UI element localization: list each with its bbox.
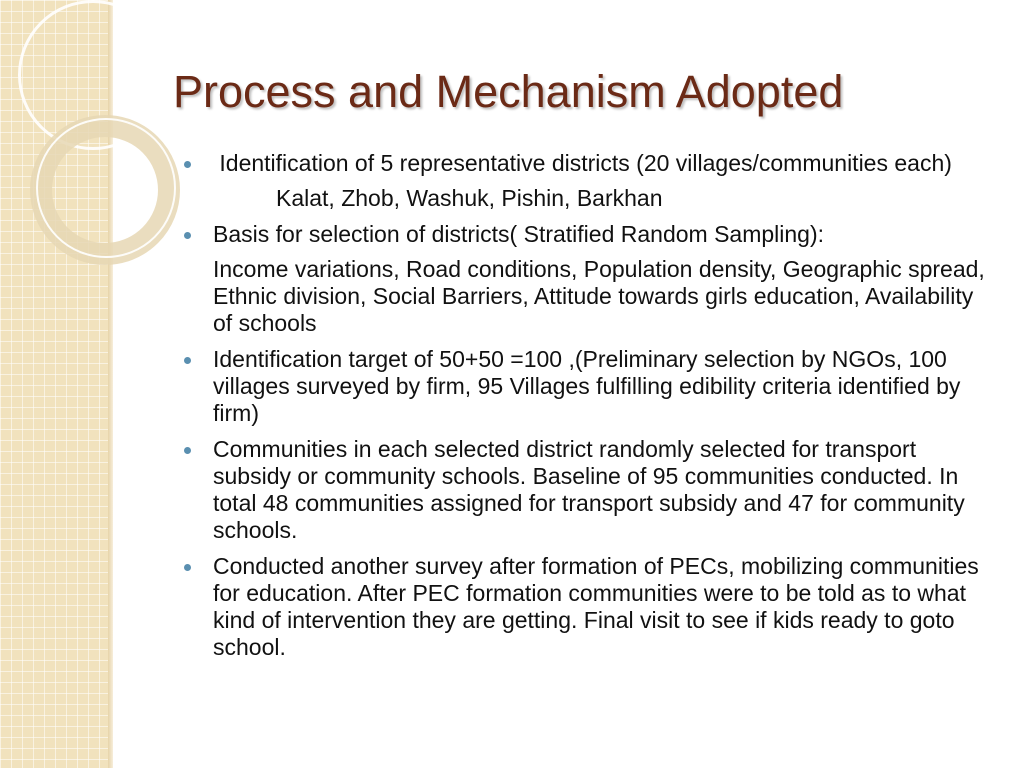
bullet-dot-icon [184,564,191,571]
bullet-item [184,346,992,427]
decorative-ring-icon [36,118,176,258]
bullet-dot-icon [184,357,191,364]
bullet-item [184,436,992,544]
slide-title: Process and Mechanism Adopted [173,66,844,117]
bullet-dot-icon [184,161,191,168]
bullet-dot-icon [184,232,191,239]
bullet-item [184,553,992,661]
bullet-subtext: Kalat, Zhob, Washuk, Pishin, Barkhan [276,185,663,211]
bullet-list [184,150,992,670]
bullet-text: Conducted another survey after formation of PECs, mobilizing communities for education. After PEC formation communities were to be told as to what kind of intervention they are getting. Final visit to see if kids ready to goto school. [213,553,979,660]
bullet-item [184,150,992,212]
bullet-text: Identification target of 50+50 =100 ,(Preliminary selection by NGOs, 100 villages surveyed by firm, 95 Villages fulfilling edibility criteria identified by firm) [213,346,961,426]
bullet-subtext: Income variations, Road conditions, Population density, Geographic spread, Ethnic division, Social Barriers, Attitude towards girls education, Availability of schools [213,256,985,336]
bullet-text: Identification of 5 representative districts (20 villages/communities each) [213,150,952,176]
bullet-text: Communities in each selected district randomly selected for transport subsidy or community schools. Baseline of 95 communities conducted. In total 48 communities assigned for transport subsidy and 47 for community schools. [213,436,965,543]
bullet-dot-icon [184,447,191,454]
bullet-item [184,221,992,337]
bullet-text: Basis for selection of districts( Stratified Random Sampling): [213,221,825,247]
